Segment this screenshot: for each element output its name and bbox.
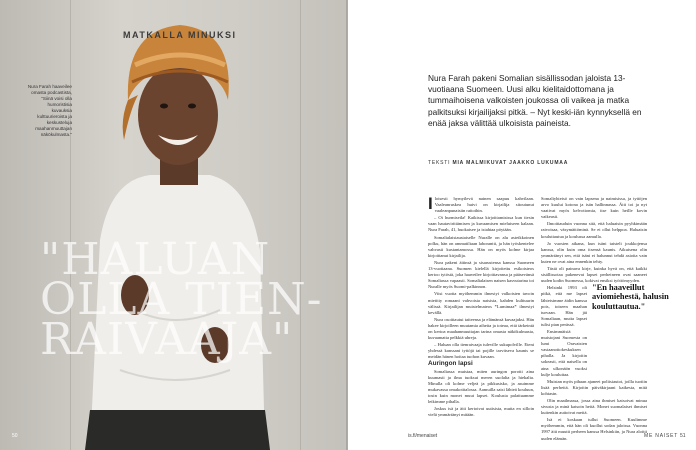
headline-line: "HALUAN bbox=[40, 234, 271, 285]
body-column-2 bbox=[541, 196, 647, 443]
section-title: MATKALLA MINUKSI bbox=[123, 30, 237, 40]
body-paragraph: Somaliassa muistaa, miten auringon porotti aina kuumasti ja ilma tuoksui meren suolalta ja hiekalta. Minulla oli kolme veljeä ja pikkusisko, ja asuimme mukavassa omakotitalossa. Aamuilla saisi lähteä kouluun, tosin kuin monet muut lapset. Koulusta palattuamme leikimme pihalla. bbox=[428, 368, 534, 404]
body-paragraph: Nura pakeni äitinsä ja sisarustensa kanssa Suomeen 13-vuotiaana. Suomen kielellä kirjoitettu esikoisteos kertoo tytöstä, joka haaveilee kirjoittavansa ja pääsevänsä Somaliassa vapaasti. Somalialaisen naisen kasvutarina toi Nuralle myös Suomi-palkinnon. bbox=[428, 259, 534, 290]
headline-line: OLLA TIEN- bbox=[40, 274, 323, 325]
body-paragraph: Olin maailmassa, jossa aina ihmiset katsoivat minua sivusta ja minä katsoin heitä. Monet suomalaiset ihmiset kuitenkin auttoivat meitä. bbox=[541, 398, 647, 416]
body-paragraph: Jo vuosien aikana, kun isäni taisteli joukkojensa kanssa, olin kuin oma itsensä kaunis. Aikuisena olin ymmärtänyt sen, että isäni ei halunnut tehdä asioita vain kuten ne ovat aina ennenkin tehty. bbox=[541, 240, 647, 264]
body-paragraph: Ilmoittauduin vuonna sitä, että haluaisin pyyhkimään raivoisaa, väsymättöminä. Se ei ollut helppoa. Haluaisin kouluttautua ja koulussa aamulla. bbox=[541, 221, 647, 239]
body-paragraph: Isä ei koskaan tullut Suomeen. Kuulimme myöhemmin, että hän oli kuollut sodan jaloissa. Vuonna 1997 äiti muutti perheen kanssa Helsinkiin, ja Nura aloitti uuden elämän. bbox=[541, 417, 647, 441]
portrait-photo bbox=[80, 10, 270, 450]
page-number-left: 50 bbox=[12, 433, 18, 439]
byline bbox=[428, 160, 568, 166]
page-number-right: 51 bbox=[680, 433, 686, 439]
body-paragraph: Iloisesti hymyilevä nainen saapuu kahvilaan. Vaaleanruskea huivi on kirjailija sitoutunut vaaleanpunaisiin raitoihin. bbox=[428, 194, 534, 214]
drop-cap: I bbox=[428, 194, 433, 213]
body-paragraph: Helsinki 1993 oli pitkä, että me lapset lähteisimme äidin kanssa pois, toiseen maahan turvaan. Hän jäi Somaliaan, mutta lapset tulisi pian perässä. bbox=[541, 285, 587, 327]
subheading: Auringon lapsi bbox=[428, 360, 473, 368]
byline-label: TEKSTI bbox=[428, 160, 451, 166]
body-paragraph: – Haluan olla tienraivaaja tuleville sukupolville. Eteni yhdessä kanssani tyttöjä tai pojille tarvitseva kaunis se meidän hänen hoitaa tuohon kuvaan. bbox=[428, 342, 534, 360]
footer-magazine-name: ME NAISET bbox=[644, 433, 679, 439]
byline-names: MIA MALMIKUVAT JAAKKO LUKUMAA bbox=[452, 160, 569, 166]
body-paragraph: – Oi hurmiseila! Kaikissa kirjoittamisissa kun tiesin vaan hautavirittämisen ja kuvaamisen mieluiseen kalaan. Nura Farah, 41, huokaisee ja istahtaa pöytään. bbox=[428, 215, 534, 233]
headline-line: RAIVAAJA" bbox=[40, 314, 294, 365]
body-paragraph: Tästä oli painava kirje, kuinka hyvä on, että kaikki sisällissotaa pakenevat lapset perheineen ovat saaneet uuden kodin Suomessa, kokivat ensiksi työttömyyden. bbox=[541, 266, 647, 284]
pull-quote: "En haaveillut aviomiehestä, halusin kouluttautua." bbox=[592, 283, 669, 311]
body-paragraph: Joskus isä ja äiti kertoivat uutisista, mutta en silloin vielä ymmärtänyt mitään. bbox=[428, 406, 534, 418]
body-paragraph: Nura osoittautui taiteensa ja elämänsä kuvaajaksi. Hän hakee kirjoilleen muutamia aiheita ja toteaa, että tärkeintä on kertoa maahanmuuttajan tarina omasta näkökulmasta, kuvaamatta pelkkiä uhreja. bbox=[428, 316, 534, 341]
headline-quote bbox=[40, 234, 340, 365]
lead-paragraph: Nura Farah pakeni Somalian sisällissodan jaloista 13-vuotiaana Suomeen. Uusi alku kielitaidottomana ja tummaihoisena valkoisten joukossa oli vaikea ja matka palkitsuksi kirjailijaksi pitkä. – Nyt keski-iän kynnyksellä en enää jaksa välittää ulkoisista paineista. bbox=[428, 73, 642, 128]
body-paragraph: Muistan myös pihaan ajaneet poliisiautot, joilla tuotiin lisää perheitä. Kirjoitin päiväkirjaani kaikesta, mitä kohtasin. bbox=[541, 378, 647, 396]
body-paragraph: Somaliyhteisö on vain lapsena ja naimisissa, ja tyttöjen arvo kuului kotona ja isän hallinnassa. Äiti toi ja nyt vaativat myös kelvottomia, itse kuin heille kovin vaikeasti. bbox=[541, 196, 647, 220]
wall-seam bbox=[300, 0, 301, 450]
body-column-1 bbox=[428, 196, 534, 419]
body-paragraph: Viisi vuotta myöhemmin ilmestyi valkoisten tavoin mietitty romaani vahvoista naisista, kahden kulttuurin välissä. Kirjailijan muistelmateos *Lumimaa* ilmestyi kevällä. bbox=[428, 291, 534, 315]
wall-seam bbox=[70, 0, 71, 450]
body-paragraph: Somalialaistaustaiselle Nuralle on alu asteikkoinen polku, hän on ammatiltaan laborantti, ja hän työskentelee vahvasti kustantamossa. Hän on myös kolme kirjaa kirjoittanut kirjailija. bbox=[428, 234, 534, 258]
body-paragraph: Ensimmäisiä muistojani Suomesta on lumi Oravaisten vastaanottokeskuksen pihalla. Ja kirjoitin sokeasti, että naisella on aina ulkonäön vuoksi kulje kouluttaa. bbox=[541, 328, 587, 377]
photo-caption: Nura Farah haaveilee omasta podcastista, "Siinä voisi olla humoristisia kuvauksia kulttuurieroista ja keskusteluja maahanmuuttajan näkökulmasta." bbox=[27, 84, 72, 137]
footer-url: is.fi/menaiset bbox=[408, 433, 438, 439]
